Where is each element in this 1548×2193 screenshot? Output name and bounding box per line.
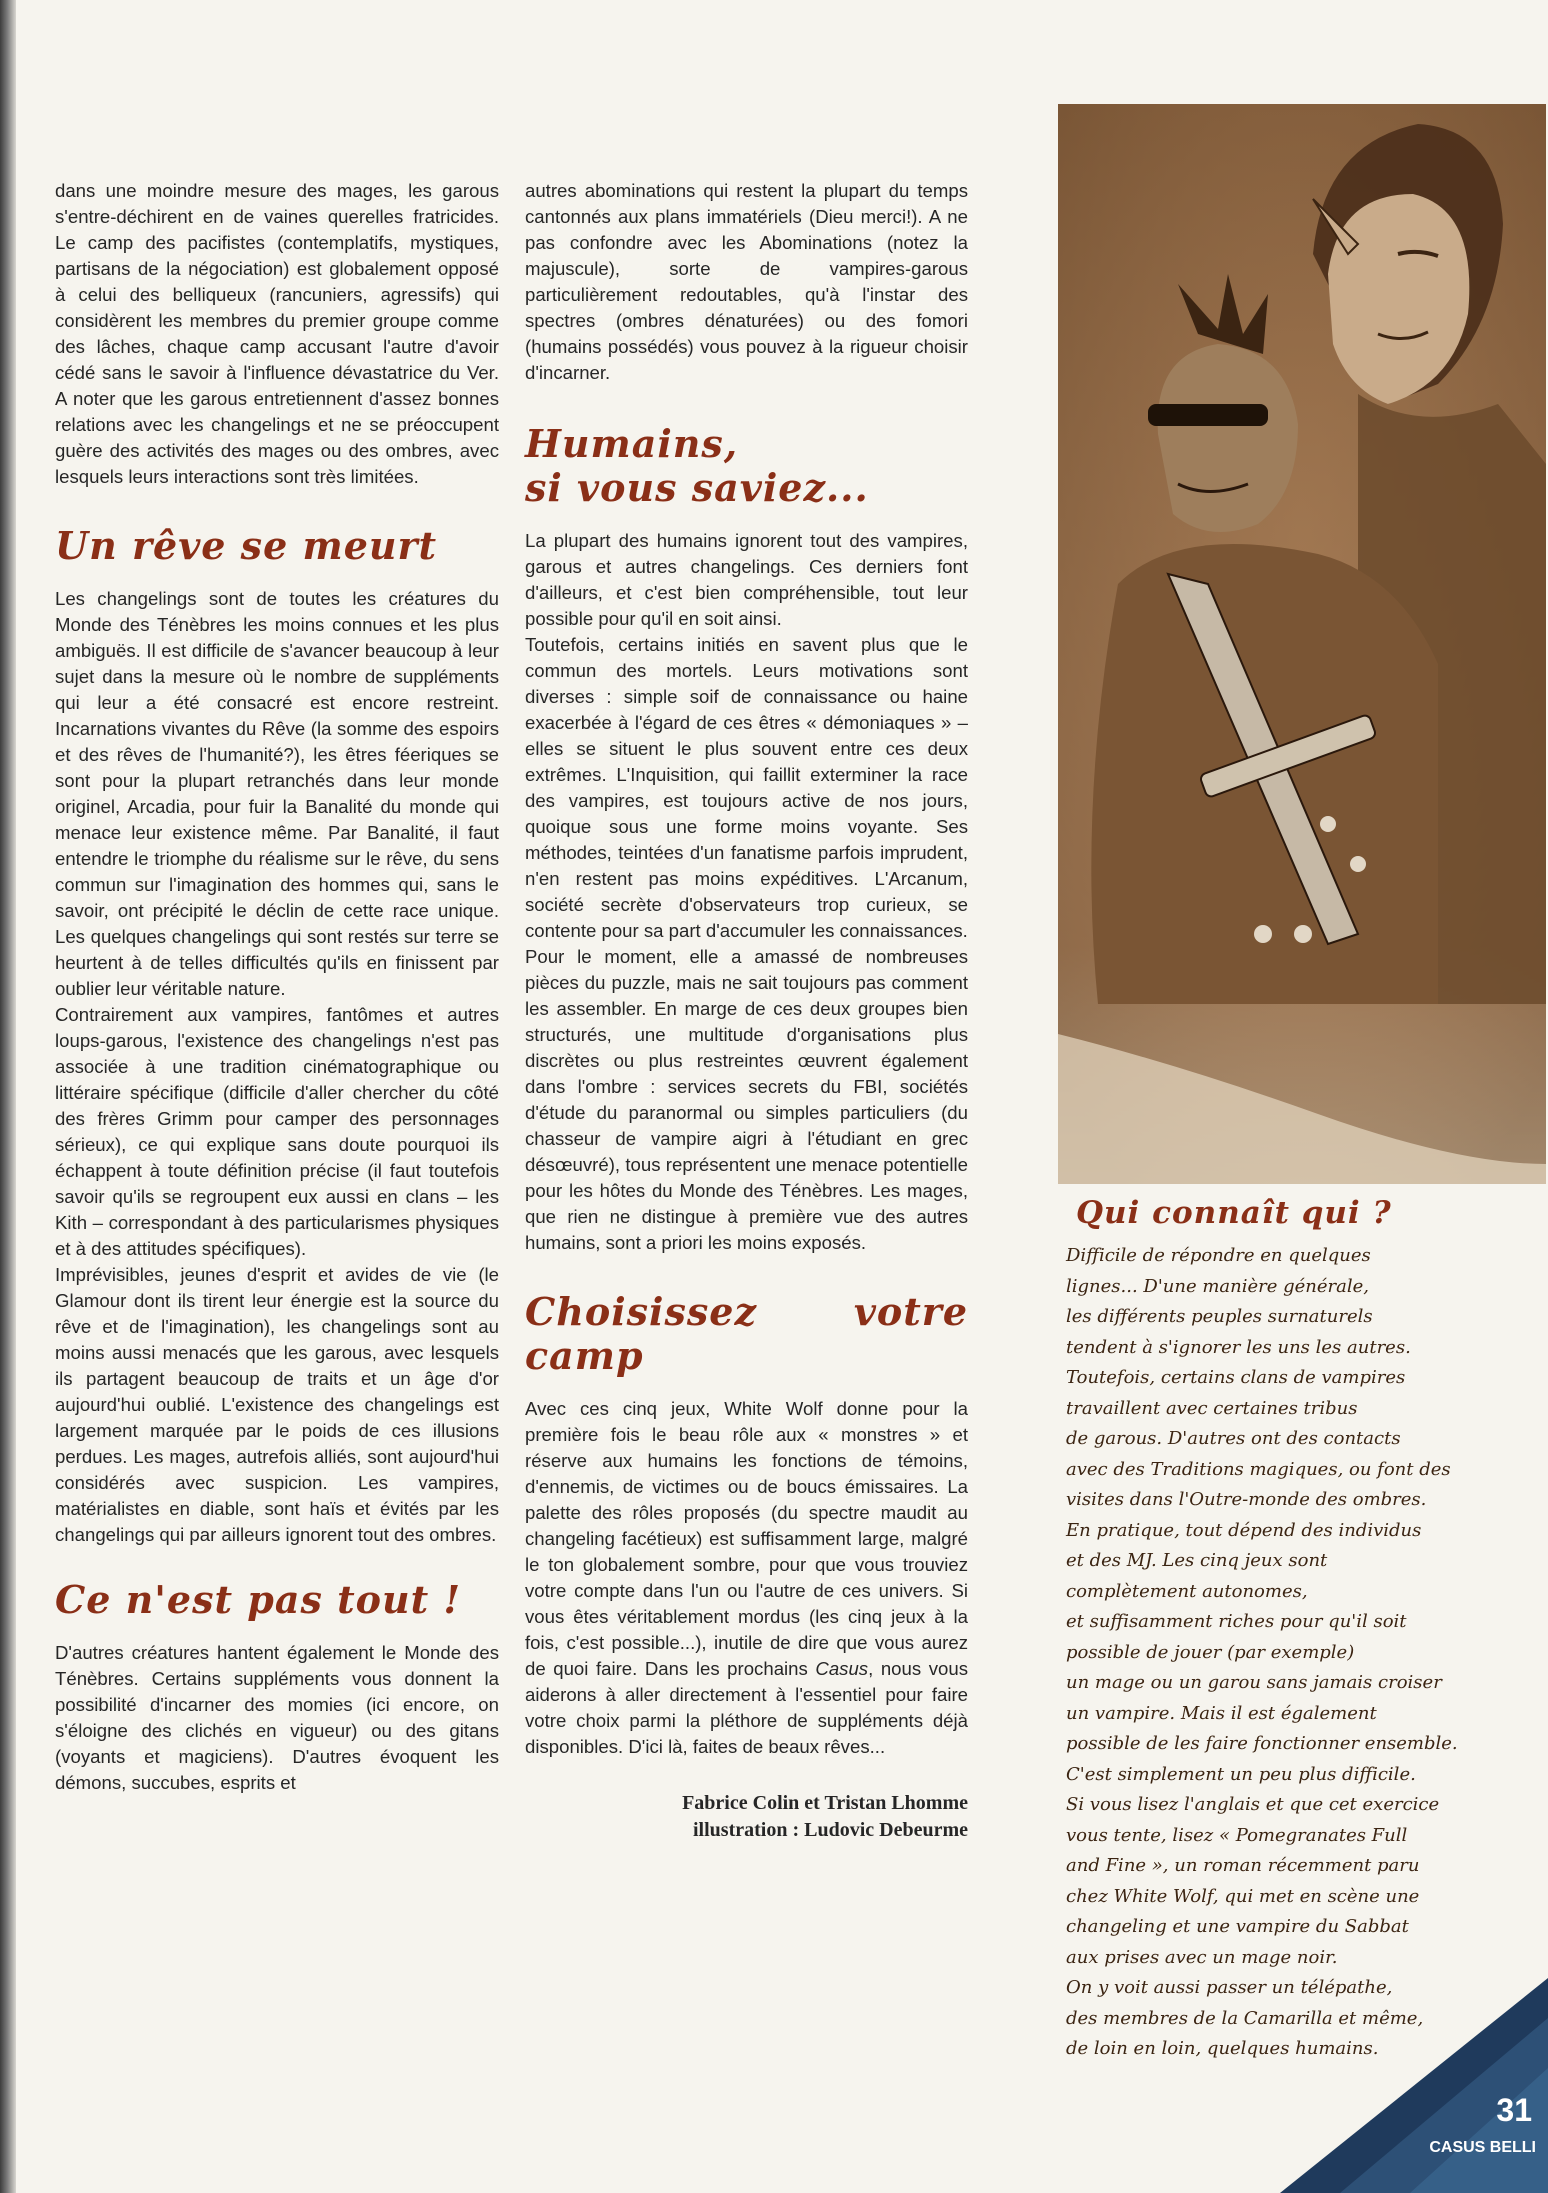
sidebar-line: travaillent avec certaines tribus [1066, 1397, 1358, 1419]
sidebar-line: avec des Traditions magiques, ou font des [1066, 1458, 1451, 1480]
sidebar-line: aux prises avec un mage noir. [1066, 1946, 1338, 1968]
page-number: 31 [1496, 2092, 1532, 2128]
sidebar-line: changeling et une vampire du Sabbat [1066, 1916, 1409, 1937]
paragraph: Pour le moment, elle a amassé de nombreuses pièces du puzzle, mais ne sait toujours pas comment les assembler. En marge de ces deux groupes bien structurés, une multitude d'organisations plus discrètes ou plus restreintes œuvrent également dans l'ombre : services secrets du FBI, sociétés d'étude du paranormal ou simples particuliers (du chasseur de vampire aigri à l'étudiant en grec désœuvré), tous représentent une menace potentielle pour les hôtes du Monde des Ténèbres. Les mages, que rien ne distingue à première vue des autres humains, sont a priori les moins exposés. [525, 946, 968, 1253]
sidebar-line: lignes... D'une manière générale, [1066, 1275, 1370, 1297]
sidebar-line: un mage ou un garou sans jamais croiser [1066, 1672, 1442, 1693]
paragraph-text: , nous vous aiderons à aller directement à l'essentiel pour faire votre choix parmi la pléthore de suppléments déjà disponibles. D'ici là, faites de beaux rêves... [525, 1658, 969, 1757]
sidebar-line: les différents peuples surnaturels [1066, 1306, 1373, 1327]
section-heading: Choisissez votre camp [525, 1289, 968, 1378]
section-heading: Un rêve se meurt [55, 523, 438, 568]
paragraph: D'autres créatures hantent également le Monde des Ténèbres. Certains suppléments vous donnent la possibilité d'incarner des momies (ici encore, on s'éloigne des clichés en vigueur) ou des gitans (voyants et magiciens). D'autres évoquent les démons, succubes, esprits et [55, 1642, 499, 1793]
paragraph: Toutefois, certains initiés en savent plus que le commun des mortels. Leurs motivations sont diverses : simple soif de connaissance ou haine exacerbée à l'égard de ces êtres « démoniaques » – elles se situent le plus souvent entre ces deux extrêmes. L'Inquisition, qui faillit exterminer la race des vampires, est toujours active de nos jours, quoique sous une forme moins voyante. Ses méthodes, teintées d'un fanatisme parfois imprudent, n'en restent pas moins expéditives. L'Arcanum, société secrète d'observateurs trop curieux, se contente pour sa part d'accumuler les connaissances. [525, 634, 968, 941]
sidebar-line: Difficile de répondre en quelques [1066, 1245, 1371, 1266]
sidebar-line: Si vous lisez l'anglais et que cet exercice [1066, 1794, 1440, 1815]
section-heading: Ce n'est pas tout ! [55, 1577, 462, 1622]
sidebar-line: et des MJ. Les cinq jeux sont [1066, 1550, 1328, 1571]
column-middle [525, 178, 968, 1844]
sidebar-line: possible de jouer (par exemple) [1066, 1641, 1355, 1663]
sidebar-line: On y voit aussi passer un télépathe, [1066, 1977, 1393, 1998]
paragraph: La plupart des humains ignorent tout des vampires, garous et autres changelings. Ces derniers font d'ailleurs, et c'est bien compréhensible, tout leur possible pour qu'il en soit ainsi. [525, 530, 968, 629]
sidebar-line: chez White Wolf, qui met en scène une [1066, 1885, 1420, 1907]
paragraph: autres abominations qui restent la plupart du temps cantonnés aux plans immatériels (Dieu merci!). A ne pas confondre avec les Abominations (notez la majuscule), sorte de vampires-garous particulièrement redoutables, qu'à l'instar des spectres (ombres dénaturées) ou des fomori (humains possédés) vous pouvez à la rigueur choisir d'incarner. [525, 180, 968, 383]
paragraph: dans une moindre mesure des mages, les garous s'entre-déchirent en de vaines querelles fratricides. Le camp des pacifistes (contemplatifs, mystiques, partisans de la négociation) est globalement opposé à celui des belliqueux (rancuniers, agressifs) qui considèrent les membres du premier groupe comme des lâches, chaque camp accusant l'autre d'avoir cédé sans le savoir à l'influence dévastatrice du Ver. A noter que les garous entretiennent d'assez bonnes relations avec les changelings et ne se préoccupent guère des activités des mages ou des ombres, avec lesquels leurs interactions sont très limitées. [55, 180, 499, 487]
sidebar-line: de garous. D'autres ont des contacts [1066, 1428, 1401, 1449]
paragraph: Les changelings sont de toutes les créatures du Monde des Ténèbres les moins connues et les plus ambiguës. Il est difficile de s'avancer beaucoup à leur sujet dans la mesure où le nombre de suppléments qui leur a été consacré est encore restreint. Incarnations vivantes du Rêve (la somme des espoirs et des rêves de l'humanité?), les êtres féeriques se sont pour la plupart retranchés dans leur monde originel, Arcadia, pour fuir la Banalité du monde qui menace leur existence même. Par Banalité, il faut entendre le triomphe du réalisme sur le rêve, du sens commun sur l'imagination des hommes qui, sans le savoir, ont précipité le déclin de cette race unique. Les quelques changelings qui sont restés sur terre se heurtent à de telles difficultés qu'ils en finissent par oublier leur véritable nature. [55, 588, 499, 999]
heading-line: si vous saviez... [525, 465, 869, 510]
sidebar-line: and Fine », un roman récemment paru [1066, 1855, 1420, 1876]
sidebar-line: de loin en loin, quelques humains. [1066, 2038, 1379, 2059]
magazine-name: Casus [815, 1658, 869, 1679]
sidebar-line: vous tente, lisez « Pomegranates Full [1066, 1824, 1408, 1846]
paragraph-text: Avec ces cinq jeux, White Wolf donne pour la première fois le beau rôle aux « monstres » et réserve aux humains les fonctions de témoins, d'ennemis, de victimes ou de boucs émissaires. La palette des rôles proposés (du spectre maudit au changeling facétieux) est suffisamment large, malgré le ton globalement sombre, pour que vous trouviez votre compte dans l'un ou l'autre de ces univers. Si vous êtes véritablement mordus (les cinq jeux à la fois, c'est possible...), inutile de dire que vous aurez de quoi faire. Dans les prochains [525, 1398, 968, 1679]
sidebar-line: complètement autonomes, [1066, 1580, 1308, 1602]
paragraph: Imprévisibles, jeunes d'esprit et avides de vie (le Glamour dont ils tirent leur énergie est la source du rêve et de l'imagination), les changelings sont au moins aussi menacés que les garous, avec lesquels ils partagent beaucoup de traits et un âge d'or aujourd'hui oublié. L'existence des changelings est largement marquée par le poids de ces illusions perdues. Les mages, autrefois alliés, sont aujourd'hui considérés avec suspicion. Les vampires, matérialistes en diable, sont haïs et évités par les changelings qui par ailleurs ignorent tout des ombres. [55, 1264, 499, 1545]
magazine-label: CASUS BELLI [1429, 2139, 1536, 2156]
illustration-drawing [1058, 104, 1546, 1184]
sidebar-line: C'est simplement un peu plus difficile. [1066, 1763, 1416, 1785]
sidebar-line: tendent à s'ignorer les uns les autres. [1066, 1336, 1411, 1358]
sidebar-box [1066, 1195, 1492, 2065]
credit-authors: Fabrice Colin et Tristan Lhomme [682, 1792, 968, 1814]
sidebar-line: possible de les faire fonctionner ensemble. [1066, 1733, 1458, 1754]
sidebar-line: Toutefois, certains clans de vampires [1066, 1367, 1406, 1388]
sidebar-line: des membres de la Camarilla et même, [1066, 2007, 1424, 2029]
sidebar-line: En pratique, tout dépend des individus [1066, 1519, 1422, 1541]
illustration-sepia-figures [1058, 104, 1546, 1184]
credits [525, 1790, 968, 1844]
page-binding-shadow [0, 0, 16, 2193]
sidebar-line: et suffisamment riches pour qu'il soit [1066, 1611, 1407, 1632]
heading-line: Humains, [525, 421, 739, 466]
section-heading [525, 422, 968, 510]
sidebar-text [1066, 1241, 1492, 2065]
sidebar-line: un vampire. Mais il est également [1066, 1702, 1377, 1724]
sidebar-line: visites dans l'Outre-monde des ombres. [1066, 1489, 1427, 1510]
column-left [55, 178, 499, 1796]
paragraph: Contrairement aux vampires, fantômes et autres loups-garous, l'existence des changelings n'est pas associée à une tradition cinématographique ou littéraire spécifique (difficile d'aller chercher du côté des frères Grimm pour camper des personnages sérieux), ce qui explique sans doute pourquoi ils échappent à toute définition précise (il faut toutefois savoir qu'ils se regroupent eux aussi en clans – les Kith – correspondant à des particularismes physiques et à des attitudes spécifiques). [55, 1004, 499, 1259]
paragraph [525, 1396, 968, 1760]
credit-illustration: illustration : Ludovic Debeurme [693, 1819, 968, 1841]
sidebar-title: Qui connaît qui ? [1076, 1195, 1392, 1231]
corner-decoration [1280, 1978, 1548, 2193]
